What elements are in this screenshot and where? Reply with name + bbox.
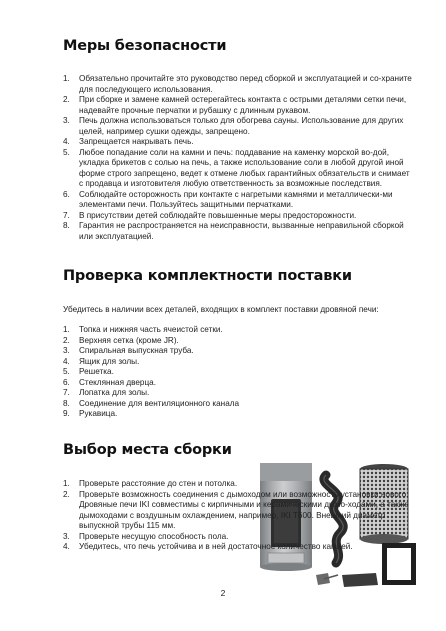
list-item-number: 3. <box>63 346 70 355</box>
list-item <box>63 378 268 389</box>
list-item <box>63 137 415 148</box>
ash-box-icon <box>342 573 378 587</box>
list-item <box>63 116 415 137</box>
list-item <box>63 336 268 347</box>
list-item <box>63 190 415 211</box>
list-item-number: 9. <box>63 409 70 418</box>
list-item-text: Соединение для вентиляционного канала <box>79 398 240 408</box>
page-number: 2 <box>220 588 226 598</box>
list-item-number: 5. <box>63 147 70 157</box>
list-item-number: 2. <box>63 489 70 499</box>
list-item <box>63 399 268 410</box>
completeness-list <box>63 325 268 420</box>
completeness-intro: Убедитесь в наличии всех деталей, входящих в комплект поставки дровяной печи: <box>63 305 379 314</box>
list-item-text: Убедитесь, что печь устойчива и в ней достаточное количество камней. <box>79 542 353 551</box>
list-item-number: 7. <box>63 210 70 220</box>
list-item-number: 3. <box>63 531 70 541</box>
list-item-text: Соблюдайте осторожность при контакте с нагретыми камнями и металлически-ми элементами печи. Пользуйтесь защитными перчатками. <box>79 189 393 209</box>
list-item <box>63 367 268 378</box>
list-item-text: Ящик для золы. <box>79 356 140 366</box>
list-item <box>63 532 415 543</box>
list-item-text: Запрещается накрывать печь. <box>79 137 194 146</box>
list-item-text: Стеклянная дверца. <box>79 377 156 387</box>
list-item-text: В присутствии детей соблюдайте повышенные меры предосторожности. <box>79 210 357 220</box>
list-item-text: Обязательно прочитайте это руководство перед сборкой и эксплуатацией и со-храните для последующего использования. <box>79 74 412 94</box>
list-item-text: Печь должна использоваться только для обогрева сауны. Использование для других целей, например сушки одежды, запрещено. <box>79 116 404 136</box>
list-item-number: 1. <box>63 74 70 83</box>
list-item <box>63 346 268 357</box>
list-item <box>63 357 268 368</box>
list-item-number: 3. <box>63 116 70 125</box>
list-item-text: Рукавица. <box>79 409 118 418</box>
list-item-number: 8. <box>63 398 70 408</box>
list-item <box>63 388 268 399</box>
placement-heading: Выбор места сборки <box>63 442 232 458</box>
list-item-text: Спиральная выпускная труба. <box>79 346 194 355</box>
list-item-number: 6. <box>63 377 70 387</box>
safety-list <box>63 74 415 242</box>
list-item-number: 4. <box>63 542 70 551</box>
list-item-text: Верхняя сетка (кроме JR). <box>79 335 179 345</box>
list-item-text: Лопатка для золы. <box>79 388 150 397</box>
ash-shovel-icon <box>316 573 338 585</box>
list-item <box>63 325 268 336</box>
completeness-heading: Проверка комплектности поставки <box>63 268 352 284</box>
list-item-number: 1. <box>63 325 70 334</box>
list-item-text: Топка и нижняя часть ячеистой сетки. <box>79 325 223 334</box>
list-item-number: 6. <box>63 189 70 199</box>
list-item-number: 4. <box>63 137 70 146</box>
list-item-number: 4. <box>63 356 70 366</box>
list-item <box>63 74 415 95</box>
list-item-number: 2. <box>63 95 70 104</box>
list-item <box>63 490 415 532</box>
list-item <box>63 95 415 116</box>
list-item-text: Проверьте возможность соединения с дымоходом или возможность установки нового. Дровяные печи IKI совместимы с кирпичными и керамическими дымо-ходами, а также дымоходами с воздушным охлаждением, например, IKI T600. Внешний диаметр выпускной трубы 115 мм. <box>79 489 409 530</box>
placement-list <box>63 479 415 553</box>
safety-heading: Меры безопасности <box>63 38 227 54</box>
list-item-text: Проверьте расстояние до стен и потолка. <box>79 479 238 488</box>
list-item-text: Решетка. <box>79 367 114 376</box>
list-item-number: 7. <box>63 388 70 397</box>
list-item <box>63 148 415 190</box>
list-item-text: При сборке и замене камней остерегайтесь контакта с острыми деталями сетки печи, надевайте прочные перчатки и рубашку с длинным рукавом. <box>79 95 407 115</box>
list-item <box>63 221 415 242</box>
list-item-number: 5. <box>63 367 70 376</box>
list-item-text: Гарантия не распространяется на неисправности, вызванные неправильной сборкой или эксплуатацией. <box>79 221 404 241</box>
list-item <box>63 409 268 420</box>
list-item <box>63 542 415 553</box>
list-item-text: Любое попадание соли на камни и печь: поддавание на каменку морской во-дой, укладка брикетов с солью на печь, а также использование соли в любой другой иной форме строго запрещено, ведет к отмене любых гарантийных обязательств и снимает с продавца и изготовителя любую ответственность за возможные последствия. <box>79 147 410 188</box>
list-item-number: 8. <box>63 221 70 230</box>
list-item <box>63 479 415 490</box>
list-item-number: 2. <box>63 335 70 345</box>
list-item-number: 1. <box>63 479 70 488</box>
list-item <box>63 211 415 222</box>
list-item-text: Проверьте несущую способность пола. <box>79 531 229 541</box>
